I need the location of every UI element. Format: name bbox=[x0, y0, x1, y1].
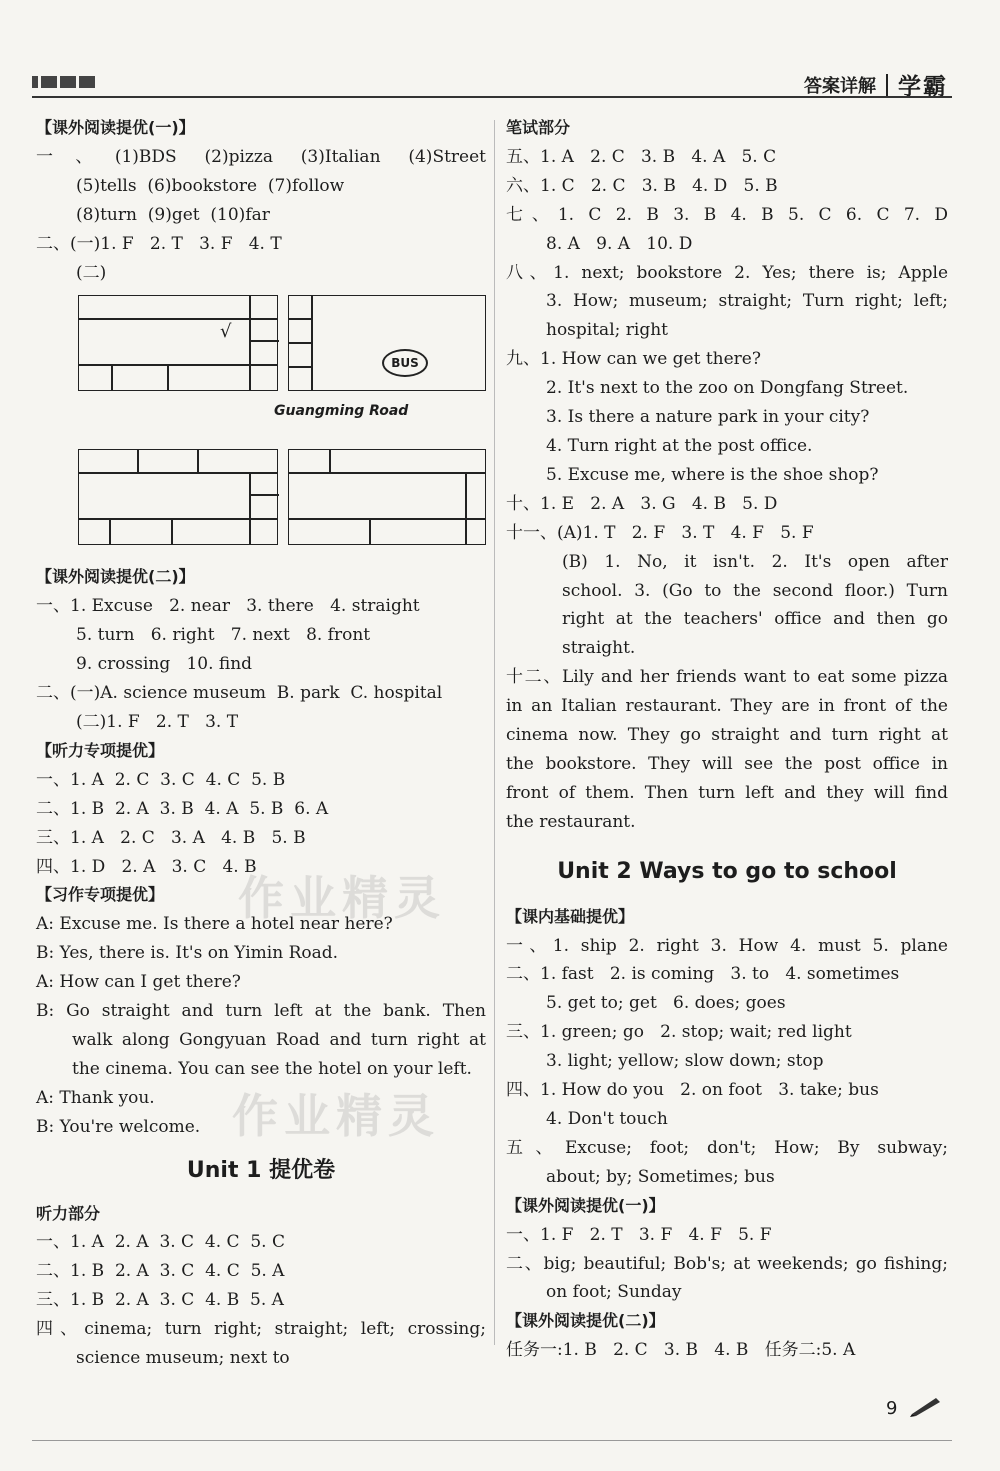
answer-line: about; by; Sometimes; bus bbox=[546, 1166, 775, 1187]
answer-line: in an Italian restaurant. They are in front of the bbox=[506, 696, 948, 717]
map-block bbox=[78, 295, 278, 391]
answer-line: 5. turn 6. right 7. next 8. front bbox=[76, 625, 371, 646]
unit-title: Unit 2 Ways to go to school bbox=[557, 858, 897, 884]
answer-line: 5. Excuse me, where is the shoe shop? bbox=[546, 464, 879, 485]
section-heading: 【课外阅读提优(一)】 bbox=[506, 1195, 665, 1215]
answer-line: (二)1. F 2. T 3. T bbox=[76, 711, 239, 732]
dialogue-line: B: Go straight and turn left at the bank. Then bbox=[36, 1001, 486, 1022]
header-separator bbox=[886, 74, 888, 96]
map-block bbox=[78, 449, 278, 545]
section-title: 答案详解 bbox=[804, 75, 876, 97]
answer-line: 十二、Lily and her friends want to eat some pizza bbox=[506, 667, 948, 688]
watermark: 作业精灵 bbox=[232, 1089, 440, 1143]
dialogue-line: the cinema. You can see the hotel on your left. bbox=[72, 1058, 472, 1079]
answer-line: school. 3. (Go to the second floor.) Turn bbox=[562, 580, 948, 601]
answer-line: (8)turn (9)get (10)far bbox=[76, 204, 270, 225]
answer-line: 二、(一)1. F 2. T 3. F 4. T bbox=[36, 233, 282, 254]
answer-line: 四、cinema; turn right; straight; left; crossing; bbox=[36, 1319, 486, 1340]
answer-line: (二) bbox=[76, 262, 107, 283]
map-diagram bbox=[0, 287, 486, 545]
brand-logo: 学霸 bbox=[898, 74, 948, 100]
watermark: 作业精灵 bbox=[238, 871, 446, 925]
unit-title: Unit 1 提优卷 bbox=[186, 1157, 336, 1183]
answer-line: 一、1. A 2. A 3. C 4. C 5. C bbox=[36, 1232, 285, 1253]
dialogue-line: B: You're welcome. bbox=[36, 1116, 201, 1137]
answer-line: 3. light; yellow; slow down; stop bbox=[546, 1051, 824, 1072]
section-heading: 【课外阅读提优(二)】 bbox=[506, 1311, 665, 1331]
answer-line: 十、1. E 2. A 3. G 4. B 5. D bbox=[506, 493, 778, 514]
answer-line: 四、1. D 2. A 3. C 4. B bbox=[36, 856, 257, 877]
answer-line: 4. Turn right at the post office. bbox=[546, 435, 813, 456]
answer-line: the restaurant. bbox=[506, 811, 636, 832]
left-column bbox=[36, 114, 486, 1373]
section-heading: 【习作专项提优】 bbox=[36, 885, 165, 905]
answer-line: straight. bbox=[562, 638, 636, 659]
check-mark: √ bbox=[220, 321, 232, 343]
answer-line: 五、1. A 2. C 3. B 4. A 5. C bbox=[506, 146, 777, 167]
answer-line: 三、1. green; go 2. stop; wait; red light bbox=[506, 1022, 852, 1043]
answer-line: 四、1. How do you 2. on foot 3. take; bus bbox=[506, 1080, 879, 1101]
answer-line: 二、1. fast 2. is coming 3. to 4. sometimes bbox=[506, 964, 900, 985]
answer-line: 3. How; museum; straight; Turn right; left; bbox=[546, 291, 948, 312]
answer-line: 三、1. A 2. C 3. A 4. B 5. B bbox=[36, 827, 306, 848]
answer-line: 二、1. B 2. A 3. B 4. A 5. B 6. A bbox=[36, 798, 329, 819]
answer-line: 一、(1)BDS (2)pizza (3)Italian (4)Street bbox=[36, 146, 486, 167]
section-heading: 【听力专项提优】 bbox=[36, 740, 165, 760]
answer-line: 二、(一)A. science museum B. park C. hospital bbox=[36, 683, 443, 704]
section-heading: 【课外阅读提优(二)】 bbox=[36, 567, 195, 587]
answer-line: 二、big; beautiful; Bob's; at weekends; go fishing; bbox=[506, 1253, 948, 1274]
answer-line: the bookstore. They will see the post office in bbox=[506, 753, 948, 774]
answer-line: on foot; Sunday bbox=[546, 1282, 682, 1303]
answer-line: 任务一:1. B 2. C 3. B 4. B 任务二:5. A bbox=[506, 1340, 856, 1361]
answer-line: 5. get to; get 6. does; goes bbox=[546, 993, 786, 1014]
answer-line: 六、1. C 2. C 3. B 4. D 5. B bbox=[506, 175, 778, 196]
answer-line: 三、1. B 2. A 3. C 4. B 5. A bbox=[36, 1290, 284, 1311]
dialogue-line: walk along Gongyuan Road and turn right at bbox=[72, 1029, 486, 1050]
section-heading: 听力部分 bbox=[36, 1203, 101, 1223]
header-marks bbox=[32, 76, 95, 88]
answer-line: 一、1. Excuse 2. near 3. there 4. straight bbox=[36, 596, 420, 617]
answer-line: science museum; next to bbox=[76, 1348, 290, 1369]
road-label: Guangming Road bbox=[274, 403, 409, 420]
section-heading: 【课内基础提优】 bbox=[506, 906, 635, 926]
answer-line: front of them. Then turn left and they will find bbox=[506, 782, 948, 803]
pen-icon bbox=[908, 1394, 944, 1418]
answer-line: (5)tells (6)bookstore (7)follow bbox=[76, 175, 345, 196]
map-block bbox=[288, 295, 486, 391]
answer-line: 二、1. B 2. A 3. C 4. C 5. A bbox=[36, 1261, 285, 1282]
dialogue-line: A: How can I get there? bbox=[36, 972, 241, 993]
section-heading: 笔试部分 bbox=[506, 118, 571, 137]
answer-line: hospital; right bbox=[546, 320, 668, 341]
right-column bbox=[506, 114, 948, 1365]
answer-line: (B) 1. No, it isn't. 2. It's open after bbox=[562, 551, 948, 572]
answer-line: 十一、(A)1. T 2. F 3. T 4. F 5. F bbox=[506, 522, 814, 543]
answer-line: 3. Is there a nature park in your city? bbox=[546, 407, 870, 428]
map-block bbox=[288, 449, 486, 545]
answer-line: cinema now. They go straight and turn right at bbox=[506, 725, 948, 746]
answer-line: 一、1. ship 2. right 3. How 4. must 5. plane bbox=[506, 935, 948, 956]
column-divider bbox=[494, 120, 495, 1345]
footer-rule bbox=[32, 1440, 952, 1441]
header-rule bbox=[32, 96, 952, 98]
answer-line: 一、1. F 2. T 3. F 4. F 5. F bbox=[506, 1224, 772, 1245]
answer-line: right at the teachers' office and then go bbox=[562, 609, 948, 630]
answer-line: 五、Excuse; foot; don't; How; By subway; bbox=[506, 1137, 948, 1158]
answer-line: 七、1. C 2. B 3. B 4. B 5. C 6. C 7. D bbox=[506, 204, 949, 225]
answer-line: 九、1. How can we get there? bbox=[506, 349, 761, 370]
dialogue-line: A: Excuse me. Is there a hotel near here? bbox=[36, 914, 393, 935]
section-heading: 【课外阅读提优(一)】 bbox=[36, 118, 195, 137]
answer-line: 2. It's next to the zoo on Dongfang Street. bbox=[546, 378, 909, 399]
answer-line: 8. A 9. A 10. D bbox=[546, 233, 693, 254]
page-number: 9 bbox=[886, 1398, 898, 1419]
answer-line: 9. crossing 10. find bbox=[76, 654, 253, 675]
answer-line: 八、1. next; bookstore 2. Yes; there is; Apple bbox=[506, 262, 948, 283]
answer-line: 一、1. A 2. C 3. C 4. C 5. B bbox=[36, 769, 286, 790]
answer-line: 4. Don't touch bbox=[546, 1109, 668, 1129]
dialogue-line: B: Yes, there is. It's on Yimin Road. bbox=[36, 943, 339, 964]
dialogue-line: A: Thank you. bbox=[36, 1087, 155, 1108]
bus-label: BUS bbox=[382, 349, 428, 377]
